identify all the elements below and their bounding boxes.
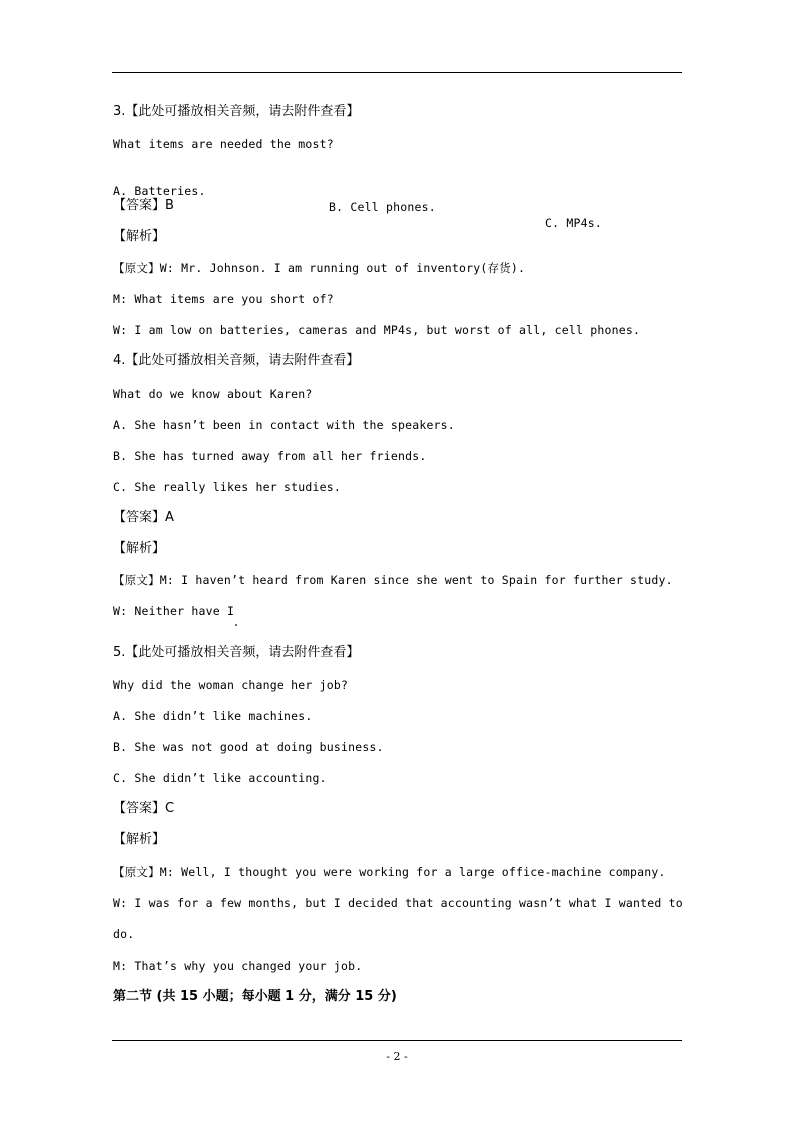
footer-rule bbox=[112, 1040, 682, 1041]
question-4-text: What do we know about Karen? bbox=[113, 387, 313, 401]
header-rule bbox=[112, 72, 682, 73]
question-4-answer: 【答案】A bbox=[113, 510, 174, 525]
option-a: A. Batteries. bbox=[113, 184, 206, 198]
question-3-answer: 【答案】B bbox=[113, 198, 174, 213]
question-5-option-c: C. She didn’t like accounting. bbox=[113, 771, 327, 785]
question-3-transcript-line: 【原文】W: Mr. Johnson. I am running out of inventory(存货). bbox=[113, 261, 526, 275]
question-4-transcript-line: W: Neither have I bbox=[113, 604, 235, 618]
section-heading: 第二节 (共 15 小题；每小题 1 分，满分 15 分) bbox=[113, 989, 397, 1004]
stray-dot bbox=[235, 624, 237, 626]
question-3-heading: 3.【此处可播放相关音频，请去附件查看】 bbox=[113, 104, 360, 119]
question-4-transcript-line: 【原文】M: I haven’t heard from Karen since she went to Spain for further study. bbox=[113, 573, 673, 587]
question-3-transcript-line: M: What items are you short of? bbox=[113, 292, 334, 306]
question-3-analysis: 【解析】 bbox=[113, 229, 166, 244]
question-5-transcript-line: 【原文】M: Well, I thought you were working for a large office-machine company. bbox=[113, 865, 666, 879]
page-number: - 2 - bbox=[386, 1050, 408, 1063]
question-5-option-b: B. She was not good at doing business. bbox=[113, 740, 384, 754]
question-4-heading: 4.【此处可播放相关音频，请去附件查看】 bbox=[113, 353, 360, 368]
question-5-transcript-line: do. bbox=[113, 927, 135, 941]
option-c: C. MP4s. bbox=[545, 216, 602, 230]
question-4-analysis: 【解析】 bbox=[113, 541, 166, 556]
question-5-option-a: A. She didn’t like machines. bbox=[113, 709, 313, 723]
option-b: B. Cell phones. bbox=[329, 200, 436, 214]
question-3-text: What items are needed the most? bbox=[113, 137, 334, 151]
question-5-answer: 【答案】C bbox=[113, 801, 175, 816]
question-3-transcript-line: W: I am low on batteries, cameras and MP4s, but worst of all, cell phones. bbox=[113, 323, 641, 337]
question-5-analysis: 【解析】 bbox=[113, 832, 166, 847]
question-5-transcript-line: M: That’s why you changed your job. bbox=[113, 959, 363, 973]
question-4-option-a: A. She hasn’t been in contact with the speakers. bbox=[113, 418, 455, 432]
question-5-text: Why did the woman change her job? bbox=[113, 678, 349, 692]
question-5-transcript-line: W: I was for a few months, but I decided that accounting wasn’t what I wanted to bbox=[113, 896, 683, 910]
question-4-option-c: C. She really likes her studies. bbox=[113, 480, 341, 494]
question-4-option-b: B. She has turned away from all her friends. bbox=[113, 449, 427, 463]
question-5-heading: 5.【此处可播放相关音频，请去附件查看】 bbox=[113, 645, 360, 660]
